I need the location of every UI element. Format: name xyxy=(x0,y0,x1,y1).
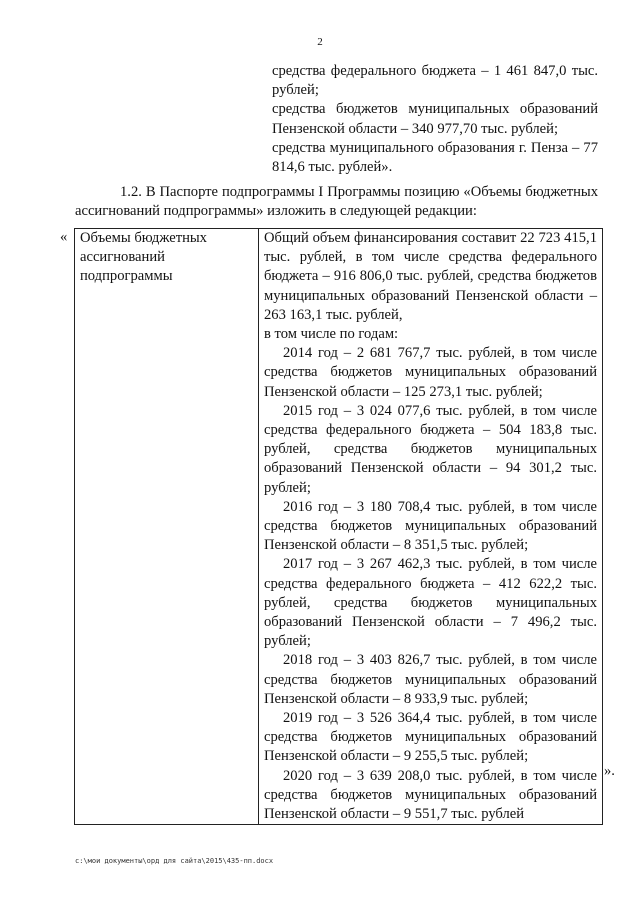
passport-table xyxy=(74,228,603,825)
year-entry: 2020 год – 3 639 208,0 тыс. рублей, в том числе средства бюджетов муниципальных образований Пензенской области – 9 551,7 тыс. рублей xyxy=(264,767,597,823)
close-quote: ». xyxy=(604,763,615,779)
year-entry: 2017 год – 3 267 462,3 тыс. рублей, в том числе средства федерального бюджета – 412 622,2 тыс. рублей, средства бюджетов муниципальных образований Пензенской области – 7 496,2 тыс. рублей; xyxy=(264,556,597,650)
intro-line: средства федерального бюджета – 1 461 847,0 тыс. рублей; xyxy=(272,63,598,99)
open-quote: « xyxy=(60,229,68,245)
file-path-footer: c:\мои документы\орд для сайта\2015\435-пп.docx xyxy=(75,857,274,865)
year-entry: 2015 год – 3 024 077,6 тыс. рублей, в том числе средства федерального бюджета – 504 183,8 тыс. рублей, средства бюджетов муниципальных образований Пензенской области – 94 301,2 тыс. рублей; xyxy=(264,402,597,496)
year-entry: 2018 год – 3 403 826,7 тыс. рублей, в том числе средства бюджетов муниципальных образований Пензенской области – 8 933,9 тыс. рублей; xyxy=(264,652,597,707)
intro-line: средства бюджетов муниципальных образований Пензенской области – 340 977,70 тыс. рублей; xyxy=(272,101,598,137)
table-row xyxy=(75,229,603,825)
total-financing: Общий объем финансирования составит 22 723 415,1 тыс. рублей, в том числе средства федерального бюджета – 916 806,0 тыс. рублей, средства бюджетов муниципальных образований Пензенской области – 263 163,1 тыс. рублей, xyxy=(264,230,597,323)
year-entry: 2019 год – 3 526 364,4 тыс. рублей, в том числе средства бюджетов муниципальных образований Пензенской области – 9 255,5 тыс. рублей; xyxy=(264,710,597,765)
year-entry: 2014 год – 2 681 767,7 тыс. рублей, в том числе средства бюджетов муниципальных образований Пензенской области – 125 273,1 тыс. рублей; xyxy=(264,345,597,400)
section-paragraph: 1.2. В Паспорте подпрограммы I Программы позицию «Объемы бюджетных ассигнований подпрограммы» изложить в следующей редакции: xyxy=(75,184,598,220)
table-value-cell xyxy=(259,229,603,825)
table-label-cell: Объемы бюджетных ассигнований подпрограммы xyxy=(75,229,259,825)
intro-block xyxy=(272,62,598,177)
by-years-label: в том числе по годам: xyxy=(264,326,399,343)
year-entry: 2016 год – 3 180 708,4 тыс. рублей, в том числе средства бюджетов муниципальных образований Пензенской области – 8 351,5 тыс. рублей; xyxy=(264,498,597,554)
page-number: 2 xyxy=(317,36,323,48)
intro-line: средства муниципального образования г. Пенза – 77 814,6 тыс. рублей». xyxy=(272,139,598,176)
